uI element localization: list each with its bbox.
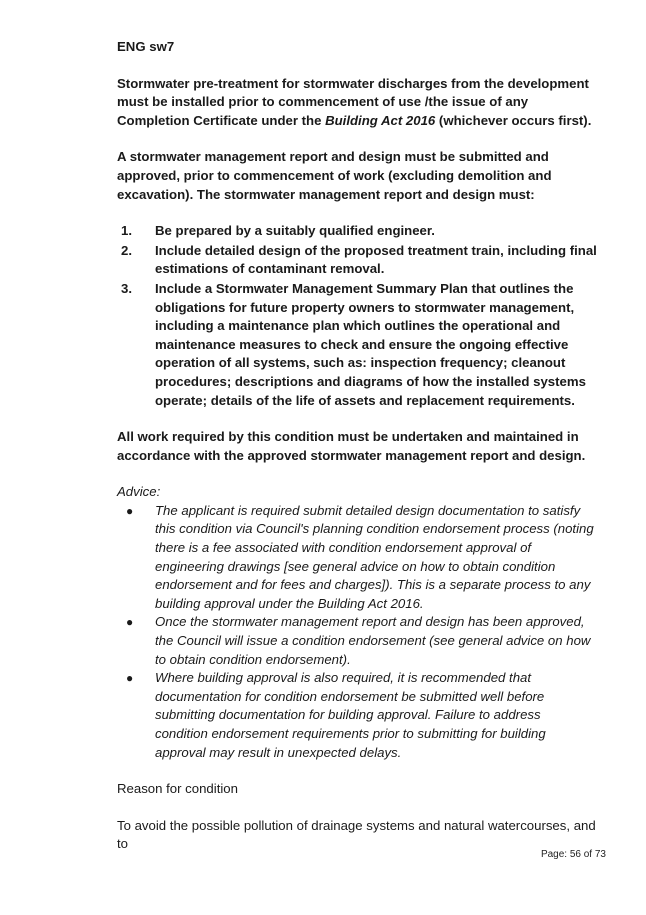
- requirement-text: Be prepared by a suitably qualified engineer.: [155, 223, 435, 239]
- requirement-item: [117, 242, 597, 279]
- reason-title: Reason for condition: [117, 781, 238, 797]
- advice-text: Where building approval is also required, it is recommended that documentation for condition endorsement be submitted well before submitting documentation for building approval. Failure to address condition endorsement requirements prior to submitting for building approval may result in unexpected delays.: [155, 670, 546, 760]
- requirement-number: 3.: [121, 280, 132, 296]
- compliance-paragraph: All work required by this condition must be undertaken and maintained in accordance with the approved stormwater management report and design.: [117, 429, 586, 463]
- pretreatment-text-start: Stormwater pre-treatment for stormwater discharges from the development must be installed prior to commencement of use /the issue of any Completion Certificate under the: [117, 75, 589, 128]
- requirement-item: [117, 280, 597, 410]
- requirement-item: [117, 222, 597, 241]
- pretreatment-text-end: (whichever occurs first).: [435, 112, 592, 128]
- advice-title: Advice:: [117, 484, 161, 500]
- reason-text: To avoid the possible pollution of drainage systems and natural watercourses, and to: [117, 817, 596, 852]
- requirement-text: Include a Stormwater Management Summary Plan that outlines the obligations for future property owners to stormwater management, including a maintenance plan which outlines the operational and maintenance measures to check and ensure the ongoing effective operation of all systems, such as: inspection frequency; cleanout procedures; descriptions and diagrams of how the installed systems operate; details of the life of assets and replacement requirements.: [155, 280, 586, 408]
- page-number: Page: 56 of 73: [540, 849, 606, 860]
- advice-text: Once the stormwater management report and design has been approved, the Council will issue a condition endorsement (see general advice on how to obtain condition endorsement).: [155, 614, 591, 667]
- bullet-icon: ●: [126, 503, 134, 518]
- advice-item: [117, 669, 597, 762]
- condition-code: ENG sw7: [117, 39, 175, 54]
- requirement-number: 1.: [121, 223, 132, 239]
- requirement-number: 2.: [121, 242, 132, 258]
- advice-item: [117, 502, 597, 614]
- document-body: [117, 38, 597, 854]
- report-requirement-paragraph: A stormwater management report and design must be submitted and approved, prior to commencement of work (excluding demolition and excavation). The stormwater management report and design must:: [117, 149, 552, 202]
- requirements-list: [117, 222, 597, 410]
- bullet-icon: ●: [126, 671, 134, 686]
- advice-text: The applicant is required submit detailed design documentation to satisfy this condition via Council's planning condition endorsement process (noting there is a fee associated with condition endorsement approval of engineering drawings [see general advice on how to obtain condition endorsement and for fees and charges]). This is a separate process to any building approval under the Building Act 2016.: [155, 502, 594, 611]
- bullet-icon: ●: [126, 615, 134, 630]
- pretreatment-paragraph: [117, 75, 597, 131]
- requirement-text: Include detailed design of the proposed treatment train, including final estimations of contaminant removal.: [155, 242, 597, 277]
- advice-item: [117, 613, 597, 669]
- building-act-reference: Building Act 2016: [325, 112, 436, 128]
- advice-list: [117, 502, 597, 762]
